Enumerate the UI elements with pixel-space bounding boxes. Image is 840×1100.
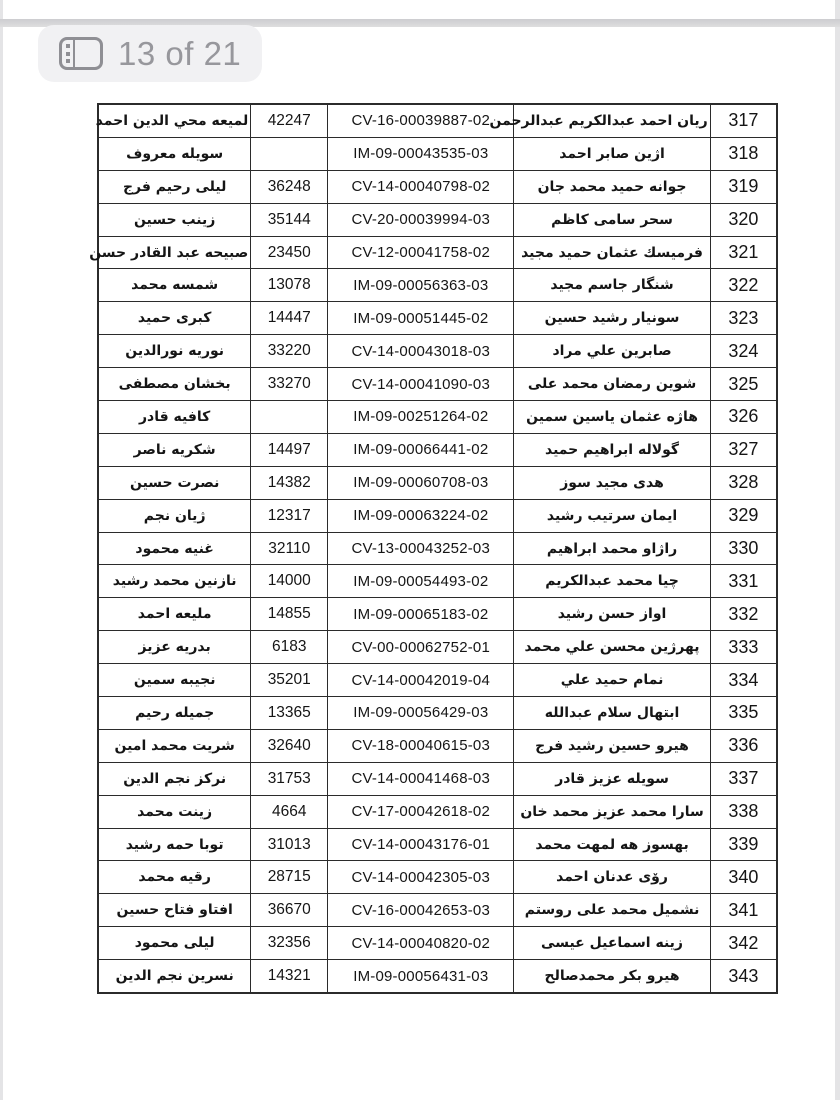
cell-name-right: نمام حميد علي	[514, 664, 710, 697]
cell-number: 31013	[251, 828, 328, 861]
cell-row-number: 327	[710, 433, 777, 466]
cell-number: 36670	[251, 894, 328, 927]
cell-row-number: 328	[710, 466, 777, 499]
cell-row-number: 324	[710, 335, 777, 368]
cell-row-number: 341	[710, 894, 777, 927]
cell-name-left: لميعه محي الدين احمد	[98, 104, 251, 137]
cell-name-right: چيا محمد عبدالكريم	[514, 565, 710, 598]
cell-name-right: اواز حسن رشيد	[514, 598, 710, 631]
table-row	[98, 664, 777, 697]
table-row	[98, 598, 777, 631]
table-row	[98, 466, 777, 499]
cell-name-right: هاژه عثمان ياسين سمين	[514, 401, 710, 434]
table-row	[98, 631, 777, 664]
cell-name-left: سويله معروف	[98, 137, 251, 170]
cell-row-number: 331	[710, 565, 777, 598]
cell-number: 12317	[251, 499, 328, 532]
cell-code: CV-14-00040820-02	[328, 927, 514, 960]
cell-name-left: شمسه محمد	[98, 269, 251, 302]
table-row	[98, 401, 777, 434]
right-edge-strip	[835, 0, 840, 1100]
cell-code: CV-17-00042618-02	[328, 795, 514, 828]
cell-number: 32356	[251, 927, 328, 960]
cell-number: 42247	[251, 104, 328, 137]
cell-number: 4664	[251, 795, 328, 828]
cell-name-right: فرميسك عثمان حميد مجيد	[514, 236, 710, 269]
cell-code: IM-09-00065183-02	[328, 598, 514, 631]
cell-number: 35201	[251, 664, 328, 697]
cell-name-right: سونيار رشيد حسين	[514, 302, 710, 335]
cell-code: CV-16-00042653-03	[328, 894, 514, 927]
cell-code: IM-09-00056429-03	[328, 697, 514, 730]
table-row	[98, 894, 777, 927]
cell-code: CV-14-00040798-02	[328, 170, 514, 203]
cell-row-number: 340	[710, 861, 777, 894]
page-indicator-pill[interactable]	[38, 25, 262, 82]
cell-name-left: نازنين محمد رشيد	[98, 565, 251, 598]
cell-name-left: ليلى رحيم فرج	[98, 170, 251, 203]
records-table	[89, 103, 778, 994]
cell-name-right: سارا محمد عزيز محمد خان	[514, 795, 710, 828]
cell-row-number: 335	[710, 697, 777, 730]
cell-number	[251, 401, 328, 434]
cell-name-right: گولاله ابراهيم حميد	[514, 433, 710, 466]
cell-code: IM-09-00056431-03	[328, 960, 514, 993]
cell-number: 35144	[251, 203, 328, 236]
table-row	[98, 499, 777, 532]
cell-name-right: بهسوز هه لمهت محمد	[514, 828, 710, 861]
cell-row-number: 342	[710, 927, 777, 960]
cell-name-right: زينه اسماعيل عيسى	[514, 927, 710, 960]
cell-row-number: 338	[710, 795, 777, 828]
cell-name-left: رقيه محمد	[98, 861, 251, 894]
cell-code: IM-09-00251264-02	[328, 401, 514, 434]
cell-code: IM-09-00043535-03	[328, 137, 514, 170]
page-indicator-label: 13 of 21	[118, 35, 242, 72]
cell-code: IM-09-00066441-02	[328, 433, 514, 466]
cell-name-right: پهرژين محسن علي محمد	[514, 631, 710, 664]
cell-row-number: 321	[710, 236, 777, 269]
cell-name-left: نركز نجم الدين	[98, 762, 251, 795]
cell-code: CV-12-00041758-02	[328, 236, 514, 269]
cell-code: IM-09-00054493-02	[328, 565, 514, 598]
cell-name-left: توبا حمه رشيد	[98, 828, 251, 861]
cell-number: 14497	[251, 433, 328, 466]
cell-name-left: افتاو فتاح حسين	[98, 894, 251, 927]
cell-name-right: ابتهال سلام عبدالله	[514, 697, 710, 730]
cell-row-number: 343	[710, 960, 777, 993]
table-row	[98, 762, 777, 795]
table-row	[98, 236, 777, 269]
cell-name-left: نصرت حسين	[98, 466, 251, 499]
cell-number: 6183	[251, 631, 328, 664]
table-row	[98, 203, 777, 236]
cell-name-left: جميله رحيم	[98, 697, 251, 730]
cell-code: CV-14-00041468-03	[328, 762, 514, 795]
cell-name-right: هيرو بكر محمدصالح	[514, 960, 710, 993]
cell-number: 14000	[251, 565, 328, 598]
cell-row-number: 322	[710, 269, 777, 302]
table-row	[98, 795, 777, 828]
cell-name-right: صابرين علي مراد	[514, 335, 710, 368]
cell-name-left: مليعه احمد	[98, 598, 251, 631]
cell-code: CV-20-00039994-03	[328, 203, 514, 236]
page-thumbnails-icon	[59, 37, 103, 70]
cell-name-left: كبرى حميد	[98, 302, 251, 335]
table-row	[98, 565, 777, 598]
cell-number: 33270	[251, 368, 328, 401]
table-row	[98, 960, 777, 993]
table-row	[98, 729, 777, 762]
cell-name-left: نجيبه سمين	[98, 664, 251, 697]
cell-code: IM-09-00056363-03	[328, 269, 514, 302]
table-row	[98, 532, 777, 565]
cell-row-number: 332	[710, 598, 777, 631]
cell-number: 23450	[251, 236, 328, 269]
cell-code: CV-14-00042019-04	[328, 664, 514, 697]
cell-number: 14447	[251, 302, 328, 335]
table-row	[98, 368, 777, 401]
cell-name-right: هدى مجيد سوز	[514, 466, 710, 499]
cell-code: IM-09-00063224-02	[328, 499, 514, 532]
cell-row-number: 329	[710, 499, 777, 532]
cell-number: 14855	[251, 598, 328, 631]
table-row	[98, 433, 777, 466]
cell-name-left: غنيه محمود	[98, 532, 251, 565]
left-edge-strip	[0, 0, 3, 1100]
cell-number: 14382	[251, 466, 328, 499]
cell-name-left: ژيان نجم	[98, 499, 251, 532]
cell-number: 32110	[251, 532, 328, 565]
cell-row-number: 336	[710, 729, 777, 762]
cell-number: 31753	[251, 762, 328, 795]
cell-row-number: 334	[710, 664, 777, 697]
cell-code: CV-14-00043018-03	[328, 335, 514, 368]
cell-code: IM-09-00051445-02	[328, 302, 514, 335]
cell-row-number: 319	[710, 170, 777, 203]
cell-name-left: صبيحه عبد القادر حسن	[98, 236, 251, 269]
cell-code: CV-14-00041090-03	[328, 368, 514, 401]
cell-name-right: سحر سامى كاظم	[514, 203, 710, 236]
cell-code: CV-16-00039887-02	[328, 104, 514, 137]
table-row	[98, 302, 777, 335]
cell-name-right: ايمان سرتيب رشيد	[514, 499, 710, 532]
cell-number: 28715	[251, 861, 328, 894]
cell-code: CV-14-00043176-01	[328, 828, 514, 861]
cell-name-right: ريان احمد عبدالكريم عبدالرحمن	[514, 104, 710, 137]
table-row	[98, 104, 777, 137]
cell-name-right: جوانه حميد محمد جان	[514, 170, 710, 203]
cell-name-left: زينت محمد	[98, 795, 251, 828]
cell-row-number: 333	[710, 631, 777, 664]
cell-row-number: 317	[710, 104, 777, 137]
cell-number	[251, 137, 328, 170]
cell-row-number: 326	[710, 401, 777, 434]
cell-number: 13078	[251, 269, 328, 302]
cell-row-number: 323	[710, 302, 777, 335]
cell-number: 32640	[251, 729, 328, 762]
table-row	[98, 137, 777, 170]
table-row	[98, 335, 777, 368]
cell-row-number: 318	[710, 137, 777, 170]
table-row	[98, 861, 777, 894]
table-body	[89, 104, 777, 993]
cell-name-right: نشميل محمد على روستم	[514, 894, 710, 927]
cell-name-left: كافيه قادر	[98, 401, 251, 434]
cell-row-number: 320	[710, 203, 777, 236]
cell-code: CV-00-00062752-01	[328, 631, 514, 664]
table-row	[98, 828, 777, 861]
cell-code: IM-09-00060708-03	[328, 466, 514, 499]
table-row	[98, 170, 777, 203]
cell-code: CV-14-00042305-03	[328, 861, 514, 894]
cell-row-number: 337	[710, 762, 777, 795]
cell-number: 14321	[251, 960, 328, 993]
table-row	[98, 269, 777, 302]
cell-row-number: 339	[710, 828, 777, 861]
cell-name-left: شكريه ناصر	[98, 433, 251, 466]
cell-row-number: 330	[710, 532, 777, 565]
cell-name-left: نوريه نورالدين	[98, 335, 251, 368]
cell-name-right: اژين صابر احمد	[514, 137, 710, 170]
table-row	[98, 697, 777, 730]
cell-name-left: شريت محمد امين	[98, 729, 251, 762]
cell-name-right: شوين رمضان محمد على	[514, 368, 710, 401]
cell-name-right: سويله عزيز قادر	[514, 762, 710, 795]
cell-name-left: زينب حسين	[98, 203, 251, 236]
cell-name-left: ليلى محمود	[98, 927, 251, 960]
cell-name-right: شنگار جاسم مجيد	[514, 269, 710, 302]
cell-name-right: رۆى عدنان احمد	[514, 861, 710, 894]
table-row	[98, 927, 777, 960]
cell-number: 13365	[251, 697, 328, 730]
cell-code: CV-18-00040615-03	[328, 729, 514, 762]
cell-name-left: بخشان مصطفى	[98, 368, 251, 401]
cell-number: 33220	[251, 335, 328, 368]
cell-number: 36248	[251, 170, 328, 203]
cell-name-left: بدريه عزيز	[98, 631, 251, 664]
cell-name-left: نسرين نجم الدين	[98, 960, 251, 993]
cell-name-right: هيرو حسين رشيد فرج	[514, 729, 710, 762]
cell-code: CV-13-00043252-03	[328, 532, 514, 565]
cell-row-number: 325	[710, 368, 777, 401]
cell-name-right: راژاو محمد ابراهيم	[514, 532, 710, 565]
